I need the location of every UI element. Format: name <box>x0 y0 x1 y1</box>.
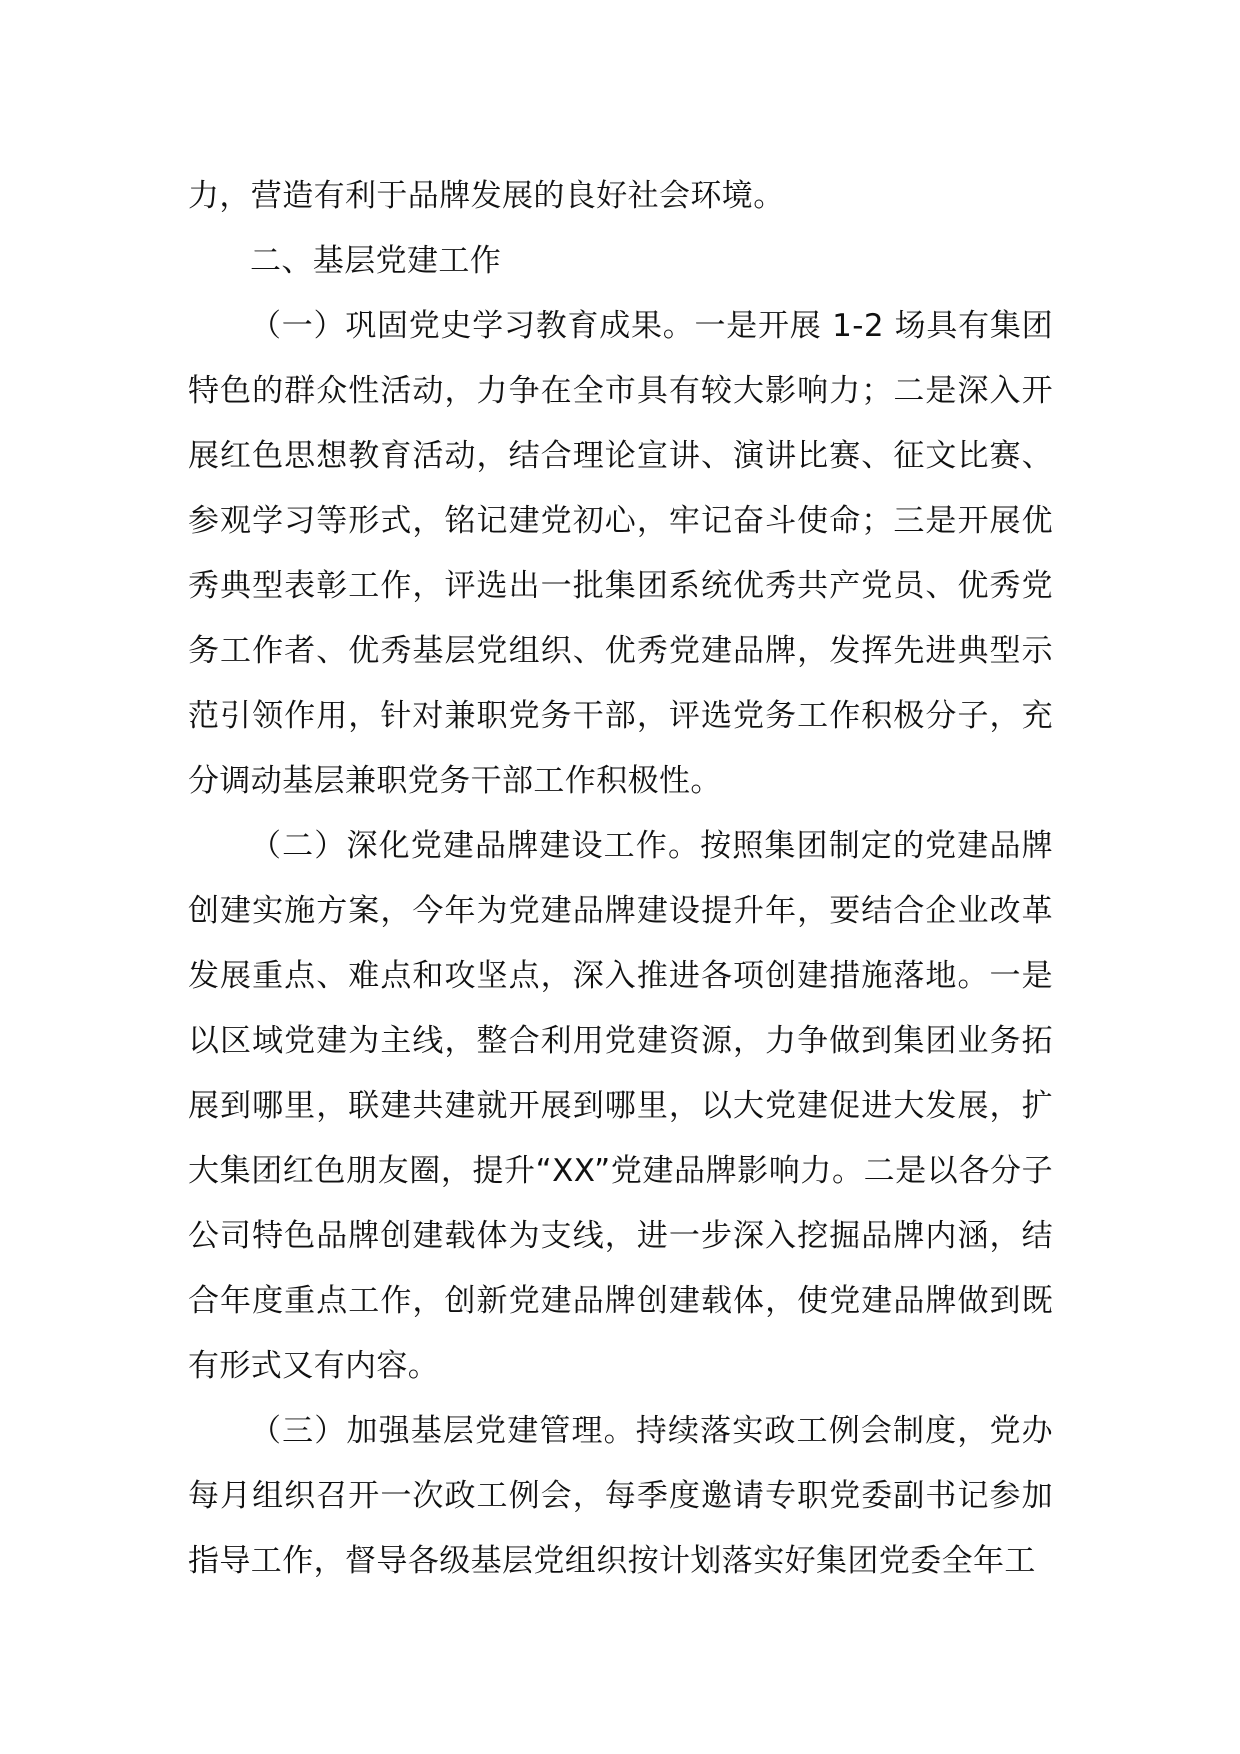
section-heading: 二、基层党建工作 <box>250 243 502 279</box>
paragraph-2: （二）深化党建品牌建设工作。按照集团制定的党建品牌创建实施方案，今年为党建品牌建设提升年，要结合企业改革发展重点、难点和攻坚点，深入推进各项创建措施落地。一是以区域党建为主线，整合利用党建资源，力争做到集团业务拓展到哪里，联建共建就开展到哪里，以大党建促进大发展，扩大集团红色朋友圈，提升“XX”党建品牌影响力。二是以各分子公司特色品牌创建载体为支线，进一步深入挖掘品牌内涵，结合年度重点工作，创新党建品牌创建载体，使党建品牌做到既有形式又有内容。 <box>188 828 1053 1384</box>
paragraph-1: （一）巩固党史学习教育成果。一是开展 1-2 场具有集团特色的群众性活动，力争在全市具有较大影响力；二是深入开展红色思想教育活动，结合理论宣讲、演讲比赛、征文比赛、参观学习等形式，铭记建党初心，牢记奋斗使命；三是开展优秀典型表彰工作，评选出一批集团系统优秀共产党员、优秀党务工作者、优秀基层党组织、优秀党建品牌，发挥先进典型示范引领作用，针对兼职党务干部，评选党务工作积极分子，充分调动基层兼职党务干部工作积极性。 <box>188 308 1053 799</box>
paragraph-3: （三）加强基层党建管理。持续落实政工例会制度，党办每月组织召开一次政工例会，每季度邀请专职党委副书记参加指导工作，督导各级基层党组织按计划落实好集团党委全年工 <box>188 1413 1053 1579</box>
continued-paragraph: 力，营造有利于品牌发展的良好社会环境。 <box>188 178 785 214</box>
document-page <box>188 164 1053 1594</box>
